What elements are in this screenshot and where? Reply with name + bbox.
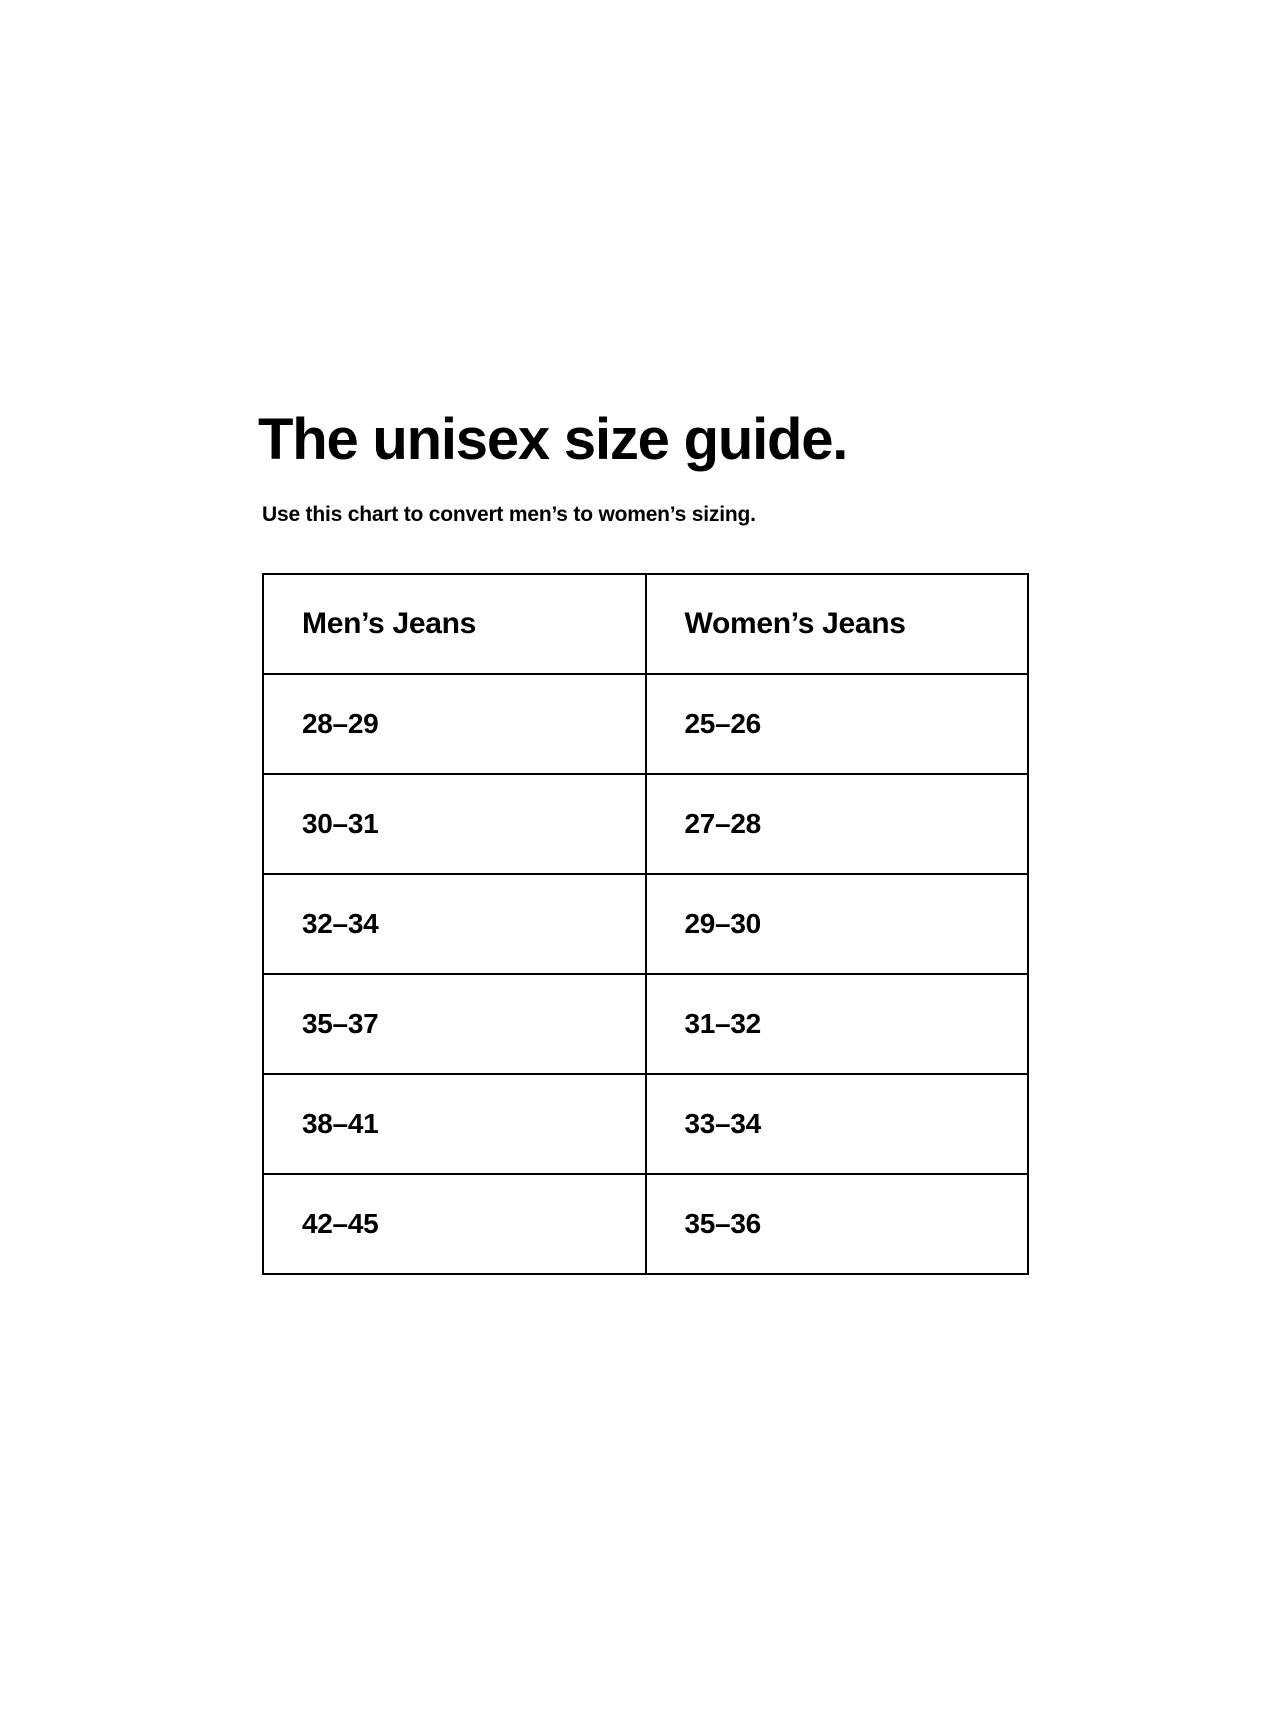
cell-mens-size: 28–29 — [263, 674, 646, 774]
cell-womens-size: 35–36 — [646, 1174, 1029, 1274]
cell-womens-size: 31–32 — [646, 974, 1029, 1074]
cell-mens-size: 42–45 — [263, 1174, 646, 1274]
table-row — [263, 1174, 1028, 1274]
table-row — [263, 674, 1028, 774]
page-subtitle: Use this chart to convert men’s to women’s sizing. — [262, 502, 756, 526]
column-header-mens-jeans: Men’s Jeans — [263, 574, 646, 674]
table-body — [263, 674, 1028, 1274]
table-row — [263, 974, 1028, 1074]
page-title: The unisex size guide. — [258, 407, 848, 472]
cell-womens-size: 33–34 — [646, 1074, 1029, 1174]
cell-mens-size: 32–34 — [263, 874, 646, 974]
cell-mens-size: 35–37 — [263, 974, 646, 1074]
cell-womens-size: 29–30 — [646, 874, 1029, 974]
cell-womens-size: 27–28 — [646, 774, 1029, 874]
cell-womens-size: 25–26 — [646, 674, 1029, 774]
column-header-womens-jeans: Women’s Jeans — [646, 574, 1029, 674]
content-block — [258, 407, 1042, 1275]
cell-mens-size: 38–41 — [263, 1074, 646, 1174]
table-row — [263, 774, 1028, 874]
table-header-row — [263, 574, 1028, 674]
size-conversion-table — [262, 573, 1029, 1275]
cell-mens-size: 30–31 — [263, 774, 646, 874]
table-head — [263, 574, 1028, 674]
table-row — [263, 1074, 1028, 1174]
table-row — [263, 874, 1028, 974]
